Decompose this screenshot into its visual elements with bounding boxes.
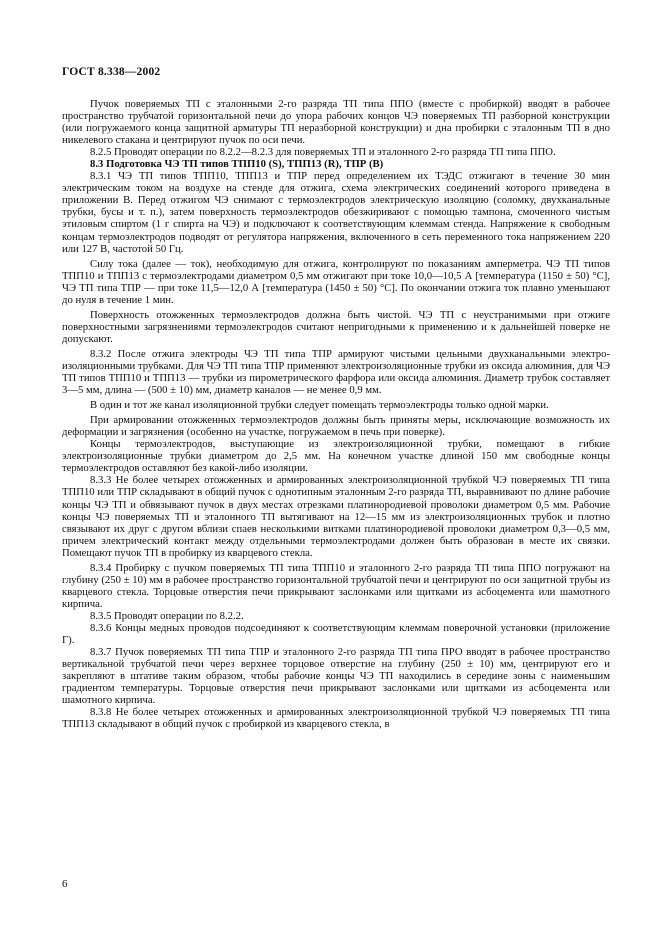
paragraph-8-2-5: 8.2.5 Проводят операции по 8.2.2—8.2.3 для поверяемых ТП и эталонного 2-го разряда ТП типа ППО. — [90, 146, 556, 159]
paragraph-8-3-5: 8.3.5 Проводят операции по 8.2.2. — [90, 609, 244, 622]
paragraph-electrode-ends: Концы термоэлектродов, выступающие из электроизоляционной трубки, помещают в гибкие электроизоляционные трубки диаметром до 2,5 мм. На конечном участке длиной 150 мм свободные концы термоэлектродов оставляют без какой-либо изоляции. — [62, 438, 610, 475]
paragraph-annealing-current: Силу тока (далее — ток), необходимую для отжига, контролируют по показаниям амперметра. ЧЭ ТП типов ТПП10 и ТПП13 с термоэлектродами диаметром 0,5 мм отжигают при токе 10,0—10,5 А [температура (1150 ± 50) °С], ЧЭ ТП типа ТПР — при токе 11,5—12,0 А [температура (1450 ± 50) °С]. По окончании отжига ток плавно уменьшают до нуля в течение 1 мин. — [62, 257, 610, 306]
paragraph-8-3-1: 8.3.1 ЧЭ ТП типов ТПП10, ТПП13 и ТПР перед определением их ТЭДС отжигают в течение 30 мин электрическим током на воздухе на стенде для отжига, схема электрических соединений которого приведена в приложении В. Перед отжигом ЧЭ снимают с термоэлектродов электрическую изоляцию (соломку, двухканальные трубки, бусы и т. п.), затем поверхность термоэлектродов обезжиривают с помощью тампона, смоченного чистым этиловым спиртом (1 г спирта на ЧЭ) и подключают к соответствующим клеммам стенда. Напряжение к свободным концам термоэлектродов подводят от регулятора напряжения, включенного в сеть переменного тока напряжением 220 или 127 В, частотой 50 Гц. — [62, 170, 610, 255]
paragraph-8-3-7: 8.3.7 Пучок поверяемых ТП типа ТПР и эталонного 2-го разряда ТП типа ПРО вводят в рабочее пространство вертикальной трубчатой печи через верхнее торцовое отверстие на глубину (250 ± 10) мм, центрируют его и закрепляют в штативе таким образом, чтобы рабочие концы ЧЭ ТП находились в середине зоны с наименьшим градиентом температуры. Торцовые отверстия печи прикрывают заслонками или щитками из асбоцемента или шамотного кирпича. — [62, 646, 610, 707]
paragraph-8-3-6: 8.3.6 Концы медных проводов подсоединяют к соответствующим клеммам поверочной установки (приложение Г). — [62, 621, 610, 647]
paragraph-bundle-insertion: Пучок поверяемых ТП с эталонными 2-го разряда ТП типа ППО (вместе с пробиркой) вводят в рабочее пространство трубчатой горизонтальной печи до упора рабочих концов ЧЭ поверяемых ТП разборной конструкции (или погружаемого конца защитной арматуры ТП неразборной конструкции) и дна пробирки с эталонным ТП в дно никелевого стакана и центрируют пучок по оси печи. — [62, 98, 610, 147]
paragraph-8-3-2: 8.3.2 После отжига электроды ЧЭ ТП типа ТПР армируют чистыми цельными двухканальными электроизоляционными трубками. Для ЧЭ ТП типа ТПР применяют электроизоляционные трубки из оксида алюминия, для ЧЭ ТП типов ТПП10 и ТПП13 — трубки из пирометрического фарфора или оксида алюминия. Диаметр трубок составляет 3—5 мм, длина — (500 ± 10) мм, диаметр каналов — не менее 0,9 мм. — [62, 347, 610, 397]
document-body — [62, 98, 610, 730]
paragraph-surface-cleanliness: Поверхность отожженных термоэлектродов должна быть чистой. ЧЭ ТП с неустранимыми при отжиге поверхностными загрязнениями термоэлектродов считают непригодными к применению и к дальнейшей поверке не допускают. — [62, 308, 610, 345]
document-code-header: ГОСТ 8.338—2002 — [62, 66, 161, 78]
paragraph-armoring-measures: При армировании отожженных термоэлектродов должны быть приняты меры, исключающие возможность их деформации и загрязнения (особенно на участке, погружаемом в печь при поверке). — [62, 414, 610, 439]
paragraph-8-3-3: 8.3.3 Не более четырех отожженных и армированных электроизоляционной трубкой ЧЭ поверяемых ТП типа ТПП10 или ТПР складывают в общий пучок с однотипным эталонным 2-го разряда ТП, выравнивают по длине рабочие концы ЧЭ ТП и обвязывают пучок в двух местах отрезками платинородиевой проволоки диаметром 0,5 мм. Рабочие концы ЧЭ поверяемых ТП и эталонного ТП вытягивают на 12—15 мм из электроизоляционных трубок и плотно связывают их друг с другом вблизи спаев несколькими витками платинородиевой проволоки диаметром 0,3—0,5 мм, причем электрический контакт между отдельными термоэлектродами должен быть образован в месте их связки. Помещают пучок ТП в пробирку из кварцевого стекла. — [62, 474, 610, 559]
paragraph-one-canal: В один и тот же канал изоляционной трубки следует помещать термоэлектроды только одной марки. — [90, 399, 549, 412]
paragraph-8-3-4: 8.3.4 Пробирку с пучком поверяемых ТП типа ТПП10 и эталонного 2-го разряда ТП типа ППО погружают на глубину (250 ± 10) мм в рабочее пространство горизонтальной трубчатой печи и центрируют по оси защитной трубы из кварцевого стекла. Торцовые отверстия печи прикрывают заслонками или щитками из асбоцемента или шамотного кирпича. — [62, 561, 610, 610]
page-number: 6 — [62, 878, 68, 890]
section-heading-8-3: 8.3 Подготовка ЧЭ ТП типов ТПП10 (S), ТПП13 (R), ТПР (B) — [90, 158, 384, 171]
paragraph-8-3-8: 8.3.8 Не более четырех отожженных и армированных электроизоляционной трубкой ЧЭ поверяемых ТП типа ТПП13 складывают в общий пучок с пробиркой из кварцевого стекла, в — [62, 706, 610, 731]
